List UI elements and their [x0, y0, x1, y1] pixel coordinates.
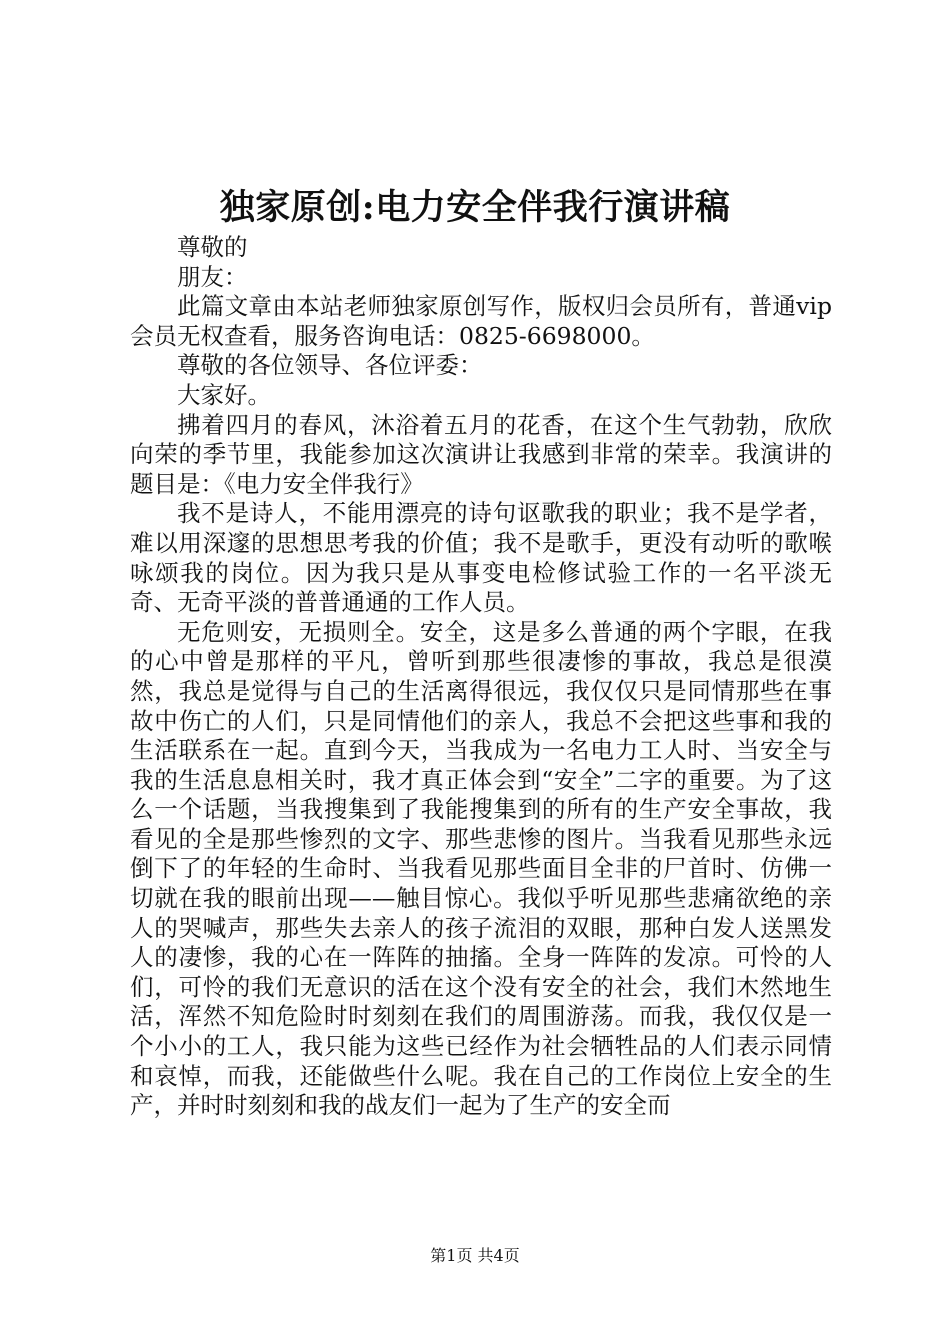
document-body [130, 233, 832, 1121]
page-number-footer: 第1页 共4页 [430, 1246, 520, 1265]
paragraph-self-description: 我不是诗人，不能用漂亮的诗句讴歌我的职业；我不是学者，难以用深邃的思想思考我的价值；我不是歌手，更没有动听的歌喉咏颂我的岗位。因为我只是从事变电检修试验工作的一名平淡无奇、无奇平淡的普普通通的工作人员。 [130, 499, 832, 617]
document-title: 独家原创:电力安全伴我行演讲稿 [219, 187, 731, 228]
paragraph-copyright-notice: 此篇文章由本站老师独家原创写作，版权归会员所有，普通vip会员无权查看，服务咨询电话：0825-6698000。 [130, 292, 832, 350]
paragraph-salutation-1: 尊敬的 [177, 233, 248, 261]
paragraph-greeting-all: 大家好。 [177, 380, 271, 409]
paragraph-greeting-judges: 尊敬的各位领导、各位评委： [177, 351, 483, 380]
paragraph-salutation-2: 朋友： [177, 262, 248, 291]
paragraph-safety-reflection: 无危则安，无损则全。安全，这是多么普通的两个字眼，在我的心中曾是那样的平凡，曾听到那些很凄惨的事故，我总是很漠然，我总是觉得与自己的生活离得很远，我仅仅只是同情那些在事故中伤亡的人们，只是同情他们的亲人，我总不会把这些事和我的生活联系在一起。直到今天，当我成为一名电力工人时、当安全与我的生活息息相关时，我才真正体会到“安全”二字的重要。为了这么一个话题，当我搜集到了我能搜集到的所有的生产安全事故，我看见的全是那些惨烈的文字、那些悲惨的图片。当我看见那些永远倒下了的年轻的生命时、当我看见那些面目全非的尸首时、仿佛一切就在我的眼前出现——触目惊心。我似乎听见那些悲痛欲绝的亲人的哭喊声，那些失去亲人的孩子流泪的双眼，那种白发人送黑发人的凄惨，我的心在一阵阵的抽搐。全身一阵阵的发凉。可怜的人们，可怜的我们无意识的活在这个没有安全的社会，我们木然地生活，浑然不知危险时时刻刻在我们的周围游荡。而我，我仅仅是一个小小的工人，我只能为这些已经作为社会牺牲品的人们表示同情和哀悼，而我，还能做些什么呢。我在自己的工作岗位上安全的生产，并时时刻刻和我的战友们一起为了生产的安全而 [130, 617, 832, 1120]
paragraph-introduction: 拂着四月的春风，沐浴着五月的花香，在这个生气勃勃，欣欣向荣的季节里，我能参加这次演讲让我感到非常的荣幸。我演讲的题目是：《电力安全伴我行》 [130, 410, 832, 498]
